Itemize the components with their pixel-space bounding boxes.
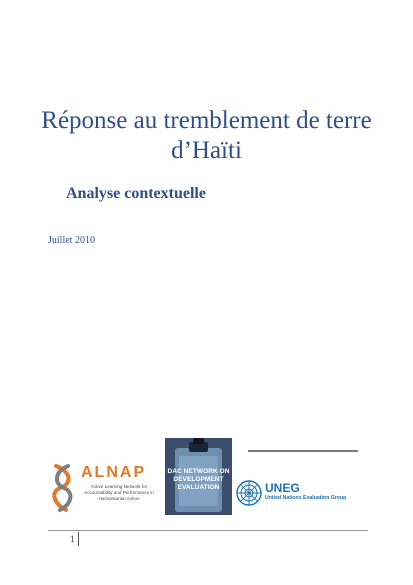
dac-logo-text: DAC NETWORK ON DEVELOPMENT EVALUATION: [167, 468, 230, 491]
uneg-logo: [236, 480, 362, 506]
alnap-tagline: Active Learning Network for Accountability and Performance in Humanitarian Action: [84, 484, 154, 501]
uneg-wordmark: UNEG: [265, 481, 300, 495]
alnap-emblem-icon: [48, 462, 78, 512]
alnap-logo: [48, 462, 160, 512]
document-subtitle: Analyse contextuelle: [66, 185, 206, 202]
document-title: Réponse au tremblement de terre d’Haïti: [41, 107, 372, 164]
uneg-tagline: United Nations Evaluation Group: [265, 495, 347, 501]
footer-divider: [48, 530, 368, 531]
document-date: Juillet 2010: [48, 235, 95, 246]
un-emblem-icon: [236, 480, 262, 506]
page-number: 1: [70, 534, 75, 544]
page-number-separator: [78, 532, 79, 546]
dac-network-logo: [165, 438, 232, 515]
uneg-divider: [248, 450, 358, 452]
alnap-wordmark: ALNAP: [81, 464, 147, 481]
